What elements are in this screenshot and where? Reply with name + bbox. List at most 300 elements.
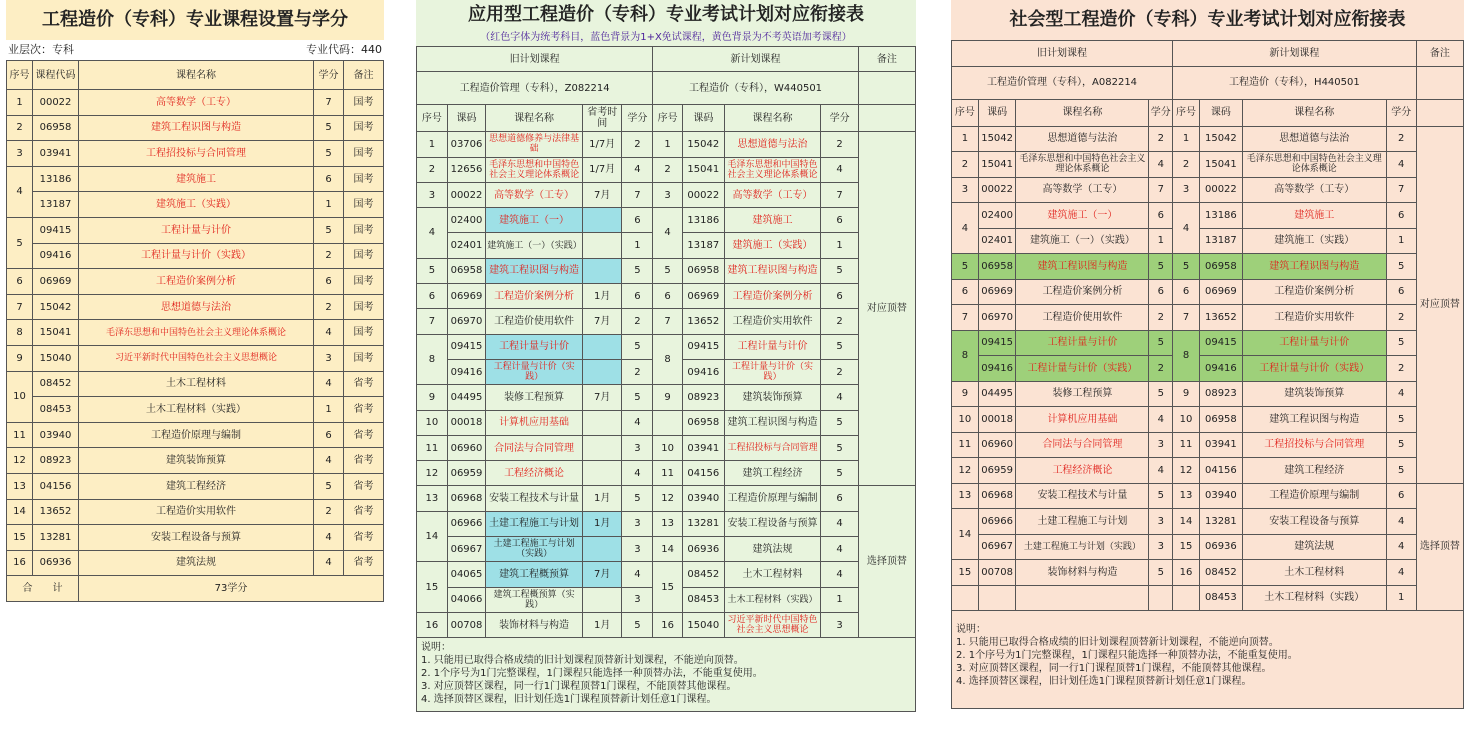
remark-blank bbox=[1416, 66, 1463, 99]
old-no: 9 bbox=[952, 381, 979, 407]
major-row bbox=[952, 66, 1464, 99]
new-no: 15 bbox=[653, 562, 683, 613]
new-name: 工程计量与计价（实践） bbox=[724, 359, 821, 384]
old-no: 13 bbox=[952, 483, 979, 509]
old-no: 2 bbox=[952, 152, 979, 178]
course-note: 省考 bbox=[344, 499, 384, 525]
exam-time bbox=[582, 359, 622, 384]
course-row bbox=[7, 166, 384, 192]
old-no: 16 bbox=[417, 612, 448, 637]
course-no: 1 bbox=[7, 90, 33, 116]
new-code: 00022 bbox=[682, 182, 724, 207]
old-credit: 6 bbox=[1149, 279, 1173, 305]
new-code: 15041 bbox=[1199, 152, 1242, 178]
mapping-row bbox=[417, 537, 916, 562]
remark-corresponding: 对应顶替 bbox=[1416, 126, 1463, 483]
new-name: 工程计量与计价（实践） bbox=[1242, 356, 1386, 382]
new-credit: 4 bbox=[821, 157, 858, 182]
old-no: 4 bbox=[417, 208, 448, 259]
course-row bbox=[7, 550, 384, 576]
new-code: 15042 bbox=[682, 132, 724, 157]
applied-mapping-table bbox=[416, 46, 916, 638]
course-credit: 2 bbox=[314, 243, 344, 269]
course-name: 习近平新时代中国特色社会主义思想概论 bbox=[79, 345, 314, 371]
column-header: 学分 bbox=[1386, 99, 1416, 126]
course-note: 省考 bbox=[344, 371, 384, 397]
course-code: 08923 bbox=[33, 448, 79, 474]
old-no: 10 bbox=[417, 410, 448, 435]
old-credit: 4 bbox=[622, 157, 653, 182]
new-code: 03940 bbox=[682, 486, 724, 511]
old-name: 建筑施工（一） bbox=[1016, 203, 1149, 229]
exam-time: 7月 bbox=[582, 182, 622, 207]
old-code: 06970 bbox=[978, 305, 1016, 331]
new-major: 工程造价（专科），H440501 bbox=[1173, 66, 1417, 99]
new-name: 高等数学（工专） bbox=[1242, 177, 1386, 203]
course-note: 省考 bbox=[344, 550, 384, 576]
old-name: 建筑施工（一） bbox=[486, 208, 583, 233]
old-code: 06966 bbox=[447, 511, 485, 536]
new-name: 土木工程材料 bbox=[1242, 560, 1386, 586]
column-header: 课码 bbox=[1199, 99, 1242, 126]
new-name: 思想道德与法治 bbox=[724, 132, 821, 157]
new-code: 08453 bbox=[1199, 585, 1242, 611]
course-row bbox=[7, 90, 384, 116]
exam-time: 7月 bbox=[582, 562, 622, 587]
new-credit: 4 bbox=[1386, 560, 1416, 586]
old-code: 06967 bbox=[447, 537, 485, 562]
new-major: 工程造价（专科），W440501 bbox=[653, 72, 858, 105]
column-header: 课程名称 bbox=[724, 105, 821, 132]
plan-header-row bbox=[417, 47, 916, 72]
column-header: 课程名称 bbox=[79, 61, 314, 90]
mapping-row bbox=[417, 284, 916, 309]
new-credit: 5 bbox=[1386, 432, 1416, 458]
new-credit: 4 bbox=[1386, 509, 1416, 535]
new-name: 毛泽东思想和中国特色社会主义理论体系概论 bbox=[1242, 152, 1386, 178]
course-note: 国考 bbox=[344, 345, 384, 371]
course-no: 12 bbox=[7, 448, 33, 474]
new-name: 建筑工程识图与构造 bbox=[1242, 407, 1386, 433]
old-no: 4 bbox=[952, 203, 979, 254]
old-code: 09416 bbox=[978, 356, 1016, 382]
new-credit: 1 bbox=[1386, 585, 1416, 611]
old-code: 15042 bbox=[978, 126, 1016, 152]
new-name: 毛泽东思想和中国特色社会主义理论体系概论 bbox=[724, 157, 821, 182]
exam-time bbox=[582, 537, 622, 562]
new-code: 13281 bbox=[682, 511, 724, 536]
new-code: 08453 bbox=[682, 587, 724, 612]
new-no: 5 bbox=[1173, 254, 1200, 280]
old-name: 工程经济概论 bbox=[1016, 458, 1149, 484]
new-code: 06936 bbox=[1199, 534, 1242, 560]
course-no: 16 bbox=[7, 550, 33, 576]
old-name: 建筑工程识图与构造 bbox=[1016, 254, 1149, 280]
mapping-row bbox=[952, 509, 1464, 535]
course-code: 06969 bbox=[33, 269, 79, 295]
old-name: 工程经济概论 bbox=[486, 461, 583, 486]
old-code: 00708 bbox=[447, 612, 485, 637]
new-no bbox=[653, 410, 683, 435]
column-header: 课码 bbox=[978, 99, 1016, 126]
old-name: 安装工程技术与计量 bbox=[1016, 483, 1149, 509]
new-name: 工程造价原理与编制 bbox=[1242, 483, 1386, 509]
old-credit: 3 bbox=[622, 435, 653, 460]
new-code: 09416 bbox=[682, 359, 724, 384]
notes-heading: 说明： bbox=[421, 642, 451, 654]
mapping-row bbox=[952, 126, 1464, 152]
new-credit: 2 bbox=[1386, 356, 1416, 382]
new-name: 工程造价原理与编制 bbox=[724, 486, 821, 511]
old-name: 毛泽东思想和中国特色社会主义理论体系概论 bbox=[486, 157, 583, 182]
old-name: 建筑施工（一）（实践） bbox=[486, 233, 583, 258]
mapping-row bbox=[417, 486, 916, 511]
old-code bbox=[978, 585, 1016, 611]
new-name: 建筑施工（实践） bbox=[1242, 228, 1386, 254]
new-no: 2 bbox=[653, 157, 683, 182]
course-no: 6 bbox=[7, 269, 33, 295]
new-name: 工程造价实用软件 bbox=[1242, 305, 1386, 331]
old-code: 02401 bbox=[447, 233, 485, 258]
old-no: 1 bbox=[417, 132, 448, 157]
old-code: 04495 bbox=[978, 381, 1016, 407]
mapping-row bbox=[952, 330, 1464, 356]
exam-time: 1/7月 bbox=[582, 132, 622, 157]
old-credit: 5 bbox=[1149, 560, 1173, 586]
new-code: 00022 bbox=[1199, 177, 1242, 203]
course-code: 09416 bbox=[33, 243, 79, 269]
new-credit: 3 bbox=[821, 612, 858, 637]
new-plan-header: 新计划课程 bbox=[653, 47, 858, 72]
course-name: 工程计量与计价 bbox=[79, 217, 314, 243]
old-code: 04495 bbox=[447, 385, 485, 410]
note-line: 4. 选择顶替区课程，旧计划任选1门课程顶替新计划任意1门课程。 bbox=[421, 694, 717, 706]
course-name: 工程招投标与合同管理 bbox=[79, 141, 314, 167]
new-code: 09415 bbox=[682, 334, 724, 359]
column-header: 学分 bbox=[622, 105, 653, 132]
new-code: 08923 bbox=[682, 385, 724, 410]
exam-time: 1月 bbox=[582, 486, 622, 511]
new-no: 10 bbox=[653, 435, 683, 460]
new-name: 工程造价案例分析 bbox=[1242, 279, 1386, 305]
new-name: 习近平新时代中国特色社会主义思想概论 bbox=[724, 612, 821, 637]
new-no: 8 bbox=[653, 334, 683, 385]
mapping-row bbox=[417, 612, 916, 637]
old-name: 合同法与合同管理 bbox=[1016, 432, 1149, 458]
old-credit: 2 bbox=[1149, 126, 1173, 152]
course-row bbox=[7, 294, 384, 320]
course-code: 15041 bbox=[33, 320, 79, 346]
old-no: 7 bbox=[417, 309, 448, 334]
new-credit: 2 bbox=[821, 309, 858, 334]
new-no: 4 bbox=[1173, 203, 1200, 254]
old-no bbox=[952, 585, 979, 611]
new-name: 安装工程设备与预算 bbox=[724, 511, 821, 536]
old-name: 建筑工程概预算（实践） bbox=[486, 587, 583, 612]
mapping-row bbox=[417, 258, 916, 283]
course-note: 国考 bbox=[344, 320, 384, 346]
new-no: 3 bbox=[653, 182, 683, 207]
new-no: 12 bbox=[653, 486, 683, 511]
old-credit: 5 bbox=[1149, 330, 1173, 356]
exam-time bbox=[582, 435, 622, 460]
course-name: 工程造价案例分析 bbox=[79, 269, 314, 295]
course-no: 3 bbox=[7, 141, 33, 167]
column-header: 序号 bbox=[952, 99, 979, 126]
old-no: 14 bbox=[952, 509, 979, 560]
course-credit: 5 bbox=[314, 141, 344, 167]
new-credit: 6 bbox=[1386, 279, 1416, 305]
level-code-line bbox=[6, 40, 384, 60]
old-credit: 4 bbox=[1149, 152, 1173, 178]
new-name: 建筑装饰预算 bbox=[724, 385, 821, 410]
course-note: 省考 bbox=[344, 525, 384, 551]
old-name: 工程计量与计价（实践） bbox=[486, 359, 583, 384]
new-no: 2 bbox=[1173, 152, 1200, 178]
old-credit: 3 bbox=[1149, 534, 1173, 560]
old-name: 工程造价案例分析 bbox=[1016, 279, 1149, 305]
old-credit: 3 bbox=[622, 511, 653, 536]
exam-time bbox=[582, 461, 622, 486]
column-header: 学分 bbox=[1149, 99, 1173, 126]
column-header: 课码 bbox=[447, 105, 485, 132]
new-no: 3 bbox=[1173, 177, 1200, 203]
mapping-row bbox=[417, 410, 916, 435]
course-no: 7 bbox=[7, 294, 33, 320]
old-name: 建筑工程识图与构造 bbox=[486, 258, 583, 283]
mapping-row bbox=[417, 208, 916, 233]
old-code: 06969 bbox=[447, 284, 485, 309]
exam-time bbox=[582, 334, 622, 359]
course-row bbox=[7, 397, 384, 423]
new-credit: 5 bbox=[1386, 458, 1416, 484]
old-no: 2 bbox=[417, 157, 448, 182]
new-no: 11 bbox=[653, 461, 683, 486]
new-no: 1 bbox=[1173, 126, 1200, 152]
column-header: 序号 bbox=[417, 105, 448, 132]
new-no: 13 bbox=[653, 511, 683, 536]
mapping-row bbox=[952, 381, 1464, 407]
mapping-row bbox=[952, 407, 1464, 433]
old-code: 06960 bbox=[447, 435, 485, 460]
new-name: 建筑施工 bbox=[1242, 203, 1386, 229]
old-name: 工程造价使用软件 bbox=[486, 309, 583, 334]
new-credit: 5 bbox=[1386, 254, 1416, 280]
new-no: 9 bbox=[653, 385, 683, 410]
new-name: 高等数学（工专） bbox=[724, 182, 821, 207]
exam-time bbox=[582, 587, 622, 612]
old-plan-header: 旧计划课程 bbox=[952, 41, 1173, 67]
new-code: 03940 bbox=[1199, 483, 1242, 509]
new-code: 13187 bbox=[682, 233, 724, 258]
course-note: 国考 bbox=[344, 115, 384, 141]
new-code: 06958 bbox=[682, 410, 724, 435]
old-credit: 6 bbox=[622, 208, 653, 233]
new-no: 5 bbox=[653, 258, 683, 283]
new-credit: 5 bbox=[821, 334, 858, 359]
course-code: 03941 bbox=[33, 141, 79, 167]
new-name: 建筑工程经济 bbox=[724, 461, 821, 486]
remark-selective: 选择顶替 bbox=[1416, 483, 1463, 611]
old-code: 15041 bbox=[978, 152, 1016, 178]
new-name: 土木工程材料（实践） bbox=[1242, 585, 1386, 611]
new-code: 08452 bbox=[682, 562, 724, 587]
old-name: 土建工程施工与计划（实践） bbox=[486, 537, 583, 562]
column-header: 序号 bbox=[7, 61, 33, 90]
new-no: 12 bbox=[1173, 458, 1200, 484]
new-code: 08923 bbox=[1199, 381, 1242, 407]
course-row bbox=[7, 473, 384, 499]
mapping-row bbox=[417, 435, 916, 460]
course-name: 安装工程设备与预算 bbox=[79, 525, 314, 551]
old-code: 09415 bbox=[978, 330, 1016, 356]
old-code: 06970 bbox=[447, 309, 485, 334]
mapping-row bbox=[952, 228, 1464, 254]
old-name: 工程计量与计价 bbox=[1016, 330, 1149, 356]
new-no: 11 bbox=[1173, 432, 1200, 458]
old-credit: 5 bbox=[622, 334, 653, 359]
new-name: 建筑工程经济 bbox=[1242, 458, 1386, 484]
new-credit: 4 bbox=[821, 385, 858, 410]
old-name: 建筑工程概预算 bbox=[486, 562, 583, 587]
new-code: 09416 bbox=[1199, 356, 1242, 382]
new-code: 03941 bbox=[682, 435, 724, 460]
course-no: 5 bbox=[7, 217, 33, 268]
mapping-row bbox=[952, 560, 1464, 586]
new-name: 建筑工程识图与构造 bbox=[724, 258, 821, 283]
old-credit: 3 bbox=[1149, 432, 1173, 458]
old-name: 土建工程施工与计划（实践） bbox=[1016, 534, 1149, 560]
new-credit: 2 bbox=[1386, 305, 1416, 331]
course-note: 国考 bbox=[344, 166, 384, 192]
column-header: 序号 bbox=[653, 105, 683, 132]
old-code: 06959 bbox=[978, 458, 1016, 484]
old-no: 6 bbox=[417, 284, 448, 309]
new-no: 16 bbox=[653, 612, 683, 637]
remark-blank bbox=[1416, 99, 1463, 126]
old-no: 5 bbox=[417, 258, 448, 283]
old-name: 毛泽东思想和中国特色社会主义理论体系概论 bbox=[1016, 152, 1149, 178]
new-code: 13187 bbox=[1199, 228, 1242, 254]
new-credit: 4 bbox=[1386, 152, 1416, 178]
mapping-row bbox=[952, 458, 1464, 484]
old-credit: 3 bbox=[622, 537, 653, 562]
column-header-row bbox=[417, 105, 916, 132]
old-credit: 5 bbox=[1149, 381, 1173, 407]
old-no: 8 bbox=[952, 330, 979, 381]
new-name: 建筑法规 bbox=[724, 537, 821, 562]
new-no: 13 bbox=[1173, 483, 1200, 509]
social-mapping-table bbox=[951, 40, 1464, 611]
course-credit: 4 bbox=[314, 371, 344, 397]
course-row bbox=[7, 141, 384, 167]
new-code: 03941 bbox=[1199, 432, 1242, 458]
column-header: 课码 bbox=[682, 105, 724, 132]
mapping-row bbox=[952, 305, 1464, 331]
course-code: 08452 bbox=[33, 371, 79, 397]
course-credit: 2 bbox=[314, 294, 344, 320]
old-credit: 3 bbox=[622, 587, 653, 612]
new-no: 6 bbox=[653, 284, 683, 309]
old-name: 工程造价使用软件 bbox=[1016, 305, 1149, 331]
course-note: 省考 bbox=[344, 397, 384, 423]
remark-blank bbox=[858, 105, 915, 132]
column-header: 课程名称 bbox=[1242, 99, 1386, 126]
old-no: 3 bbox=[952, 177, 979, 203]
note-line: 4. 选择顶替区课程，旧计划任选1门课程顶替新计划任意1门课程。 bbox=[956, 676, 1252, 687]
mapping-row bbox=[952, 585, 1464, 611]
course-name: 建筑装饰预算 bbox=[79, 448, 314, 474]
panel2-title: 应用型工程造价（专科）专业考试计划对应衔接表 bbox=[416, 0, 916, 30]
old-code: 06958 bbox=[978, 254, 1016, 280]
course-credit: 4 bbox=[314, 525, 344, 551]
new-credit: 5 bbox=[1386, 330, 1416, 356]
course-row bbox=[7, 448, 384, 474]
old-major: 工程造价管理（专科），A082214 bbox=[952, 66, 1173, 99]
new-no: 1 bbox=[653, 132, 683, 157]
course-no: 11 bbox=[7, 422, 33, 448]
new-credit: 2 bbox=[1386, 126, 1416, 152]
panel2-legend: （红色字体为统考科目，蓝色背景为1+X免试课程，黄色背景为不考英语加考课程） bbox=[416, 30, 916, 46]
new-credit: 6 bbox=[821, 208, 858, 233]
old-name: 安装工程技术与计量 bbox=[486, 486, 583, 511]
course-note: 国考 bbox=[344, 192, 384, 218]
new-no: 16 bbox=[1173, 560, 1200, 586]
note-line: 2. 1个序号为1门完整课程，1门课程只能选择一种顶替办法，不能重复使用。 bbox=[421, 668, 763, 680]
course-note: 国考 bbox=[344, 141, 384, 167]
course-row bbox=[7, 217, 384, 243]
panel3-title: 社会型工程造价（专科）专业考试计划对应衔接表 bbox=[951, 0, 1464, 40]
old-name: 建筑施工（一）（实践） bbox=[1016, 228, 1149, 254]
new-code: 13186 bbox=[1199, 203, 1242, 229]
old-credit: 2 bbox=[1149, 356, 1173, 382]
column-header: 课程名称 bbox=[486, 105, 583, 132]
old-name: 计算机应用基础 bbox=[1016, 407, 1149, 433]
mapping-row bbox=[417, 562, 916, 587]
new-code: 08452 bbox=[1199, 560, 1242, 586]
old-credit: 4 bbox=[1149, 458, 1173, 484]
panel2-notes bbox=[416, 638, 916, 712]
course-credit: 4 bbox=[314, 550, 344, 576]
new-credit: 5 bbox=[1386, 407, 1416, 433]
course-code: 13281 bbox=[33, 525, 79, 551]
new-code: 04156 bbox=[1199, 458, 1242, 484]
old-code: 12656 bbox=[447, 157, 485, 182]
mapping-row bbox=[417, 132, 916, 157]
new-no bbox=[1173, 585, 1200, 611]
new-no: 10 bbox=[1173, 407, 1200, 433]
old-credit: 1 bbox=[622, 233, 653, 258]
old-name: 装修工程预算 bbox=[1016, 381, 1149, 407]
course-name: 建筑施工 bbox=[79, 166, 314, 192]
remark-blank bbox=[858, 72, 915, 105]
mapping-row bbox=[417, 385, 916, 410]
course-credit: 5 bbox=[314, 115, 344, 141]
total-row bbox=[7, 576, 384, 602]
new-no: 4 bbox=[653, 208, 683, 259]
exam-time: 1月 bbox=[582, 511, 622, 536]
new-credit: 1 bbox=[821, 587, 858, 612]
old-no: 11 bbox=[417, 435, 448, 460]
old-name: 土建工程施工与计划 bbox=[486, 511, 583, 536]
old-name: 工程计量与计价（实践） bbox=[1016, 356, 1149, 382]
old-credit: 1 bbox=[1149, 228, 1173, 254]
old-code: 06967 bbox=[978, 534, 1016, 560]
note-line: 2. 1个序号为1门完整课程，1门课程只能选择一种顶替办法，不能重复使用。 bbox=[956, 650, 1298, 661]
course-code: 09415 bbox=[33, 217, 79, 243]
remark-header: 备注 bbox=[858, 47, 915, 72]
old-code: 00018 bbox=[447, 410, 485, 435]
